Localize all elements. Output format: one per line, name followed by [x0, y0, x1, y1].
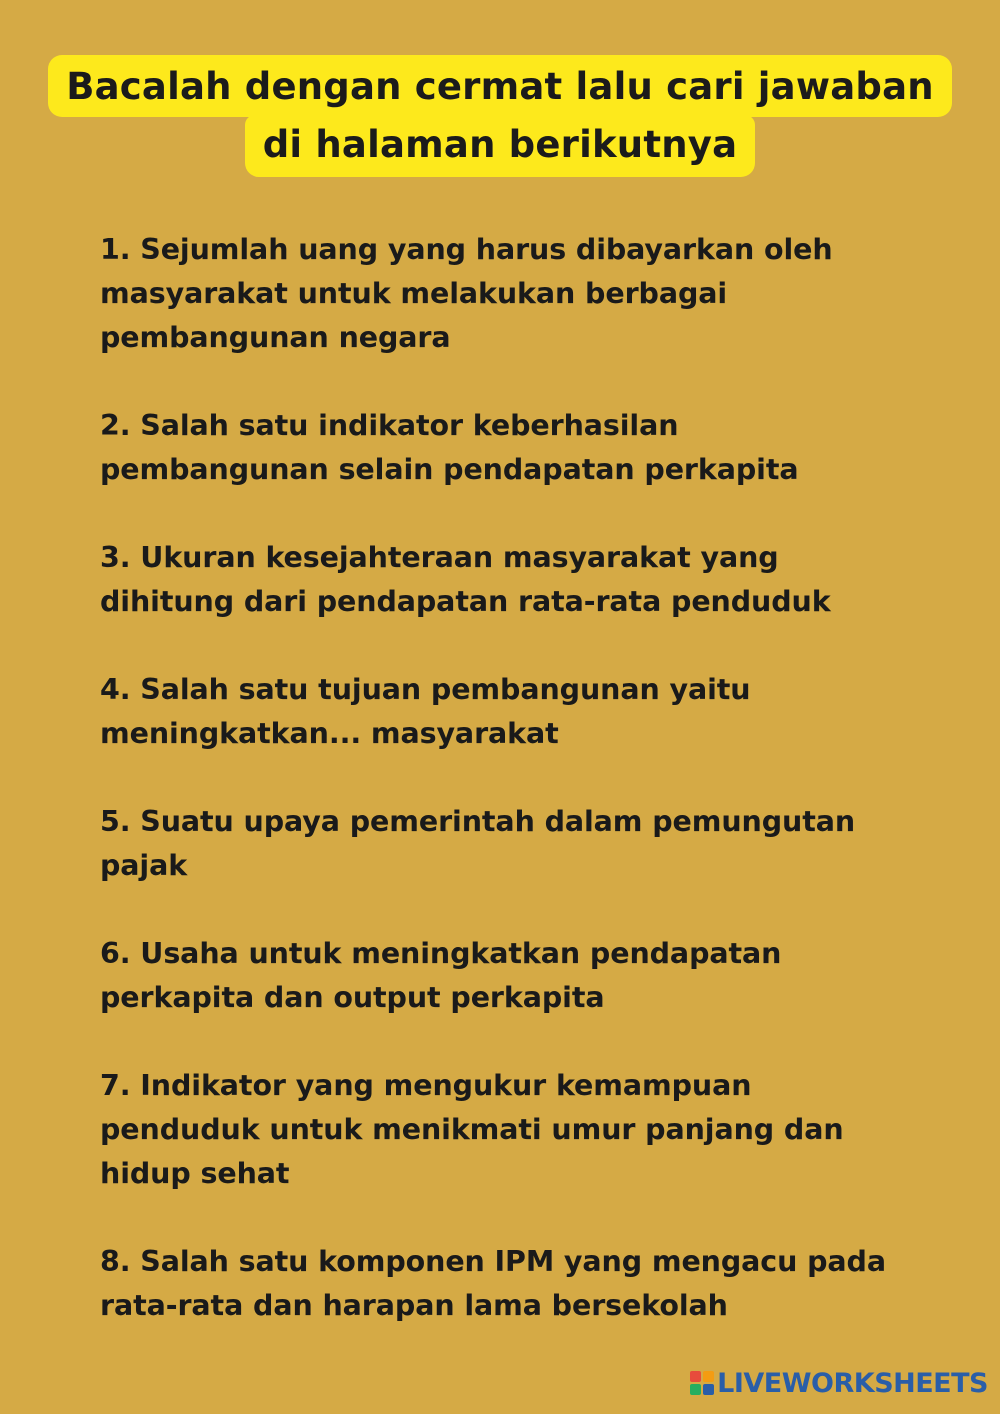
question-text-line: perkapita dan output perkapita — [100, 981, 605, 1014]
logo-square — [690, 1384, 701, 1395]
question-text-line: 1. Sejumlah uang yang harus dibayarkan oleh — [100, 233, 833, 266]
question-text-line: 2. Salah satu indikator keberhasilan — [100, 409, 679, 442]
question-text-line: 6. Usaha untuk meningkatkan pendapatan — [100, 937, 782, 970]
liveworksheets-logo-icon — [690, 1371, 714, 1395]
question-text-line: 7. Indikator yang mengukur kemampuan — [100, 1069, 752, 1102]
question-text-line: 5. Suatu upaya pemerintah dalam pemungutan — [100, 805, 856, 838]
question-6 — [100, 932, 920, 1020]
logo-text: LIVEWORKSHEETS — [717, 1367, 988, 1399]
question-text-line: 4. Salah satu tujuan pembangunan yaitu — [100, 673, 751, 706]
question-text-line: dihitung dari pendapatan rata-rata penduduk — [100, 585, 831, 618]
question-8 — [100, 1240, 920, 1328]
question-text-line: pajak — [100, 849, 188, 882]
title-line-1: Bacalah dengan cermat lalu cari jawaban — [48, 55, 952, 117]
question-3 — [100, 536, 920, 624]
logo-square — [690, 1371, 701, 1382]
question-1 — [100, 228, 920, 360]
question-text-line: 3. Ukuran kesejahteraan masyarakat yang — [100, 541, 779, 574]
question-5 — [100, 800, 920, 888]
question-2 — [100, 404, 920, 492]
logo-square — [703, 1371, 714, 1382]
page-title — [0, 55, 1000, 177]
question-7 — [100, 1064, 920, 1196]
question-text-line: masyarakat untuk melakukan berbagai — [100, 277, 728, 310]
question-text-line: penduduk untuk menikmati umur panjang dan — [100, 1113, 844, 1146]
question-text-line: 8. Salah satu komponen IPM yang mengacu pada — [100, 1245, 886, 1278]
title-line-2: di halaman berikutnya — [245, 115, 756, 177]
question-text-line: pembangunan negara — [100, 321, 451, 354]
question-text-line: hidup sehat — [100, 1157, 290, 1190]
question-text-line: rata-rata dan harapan lama bersekolah — [100, 1289, 728, 1322]
question-list — [100, 228, 920, 1328]
question-text-line: meningkatkan... masyarakat — [100, 717, 559, 750]
question-text-line: pembangunan selain pendapatan perkapita — [100, 453, 799, 486]
question-4 — [100, 668, 920, 756]
liveworksheets-logo[interactable] — [690, 1368, 988, 1398]
logo-square — [703, 1384, 714, 1395]
